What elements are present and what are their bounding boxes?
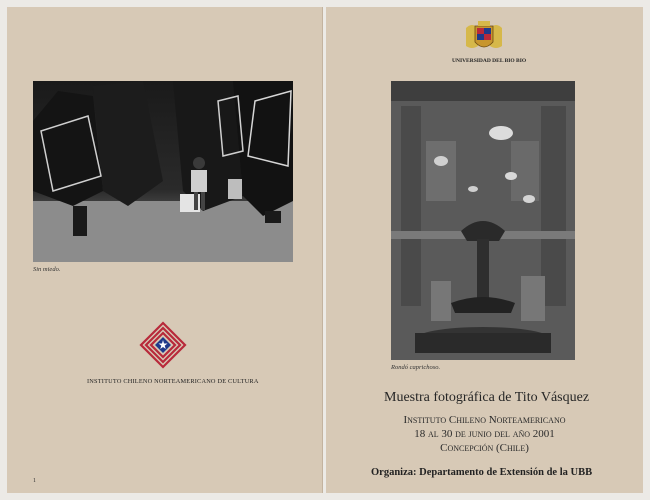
- photo-caption-right: Rondó caprichoso.: [391, 364, 441, 371]
- venue-line: Instituto Chileno Norteamericano: [403, 414, 566, 426]
- organizer-line: Organiza: Departamento de Extensión de la UBB: [371, 467, 593, 478]
- exhibit-title: Muestra fotográfica de Tito Vásquez: [384, 390, 590, 405]
- riot-police-child-photo: [33, 81, 293, 262]
- photo-sin-miedo: [33, 81, 293, 262]
- photo-caption-left: Sin miedo.: [33, 266, 61, 273]
- instituto-logo: [139, 321, 187, 369]
- page-number: 1: [33, 478, 36, 484]
- fountain-pigeons-photo: [391, 81, 575, 360]
- diamond-flag-logo-icon: [139, 321, 187, 369]
- university-crest-icon: [462, 20, 506, 56]
- university-crest: [462, 20, 506, 56]
- date-line: 18 al 30 de junio del año 2001: [414, 428, 555, 440]
- photo-rondo-caprichoso: [391, 81, 575, 360]
- location-line: Concepción (Chile): [440, 442, 529, 454]
- left-page: [7, 7, 323, 493]
- right-page: [326, 7, 643, 493]
- institute-label: INSTITUTO CHILENO NORTEAMERICANO DE CULTURA: [87, 378, 259, 385]
- university-label: UNIVERSIDAD DEL BIO BIO: [452, 58, 527, 64]
